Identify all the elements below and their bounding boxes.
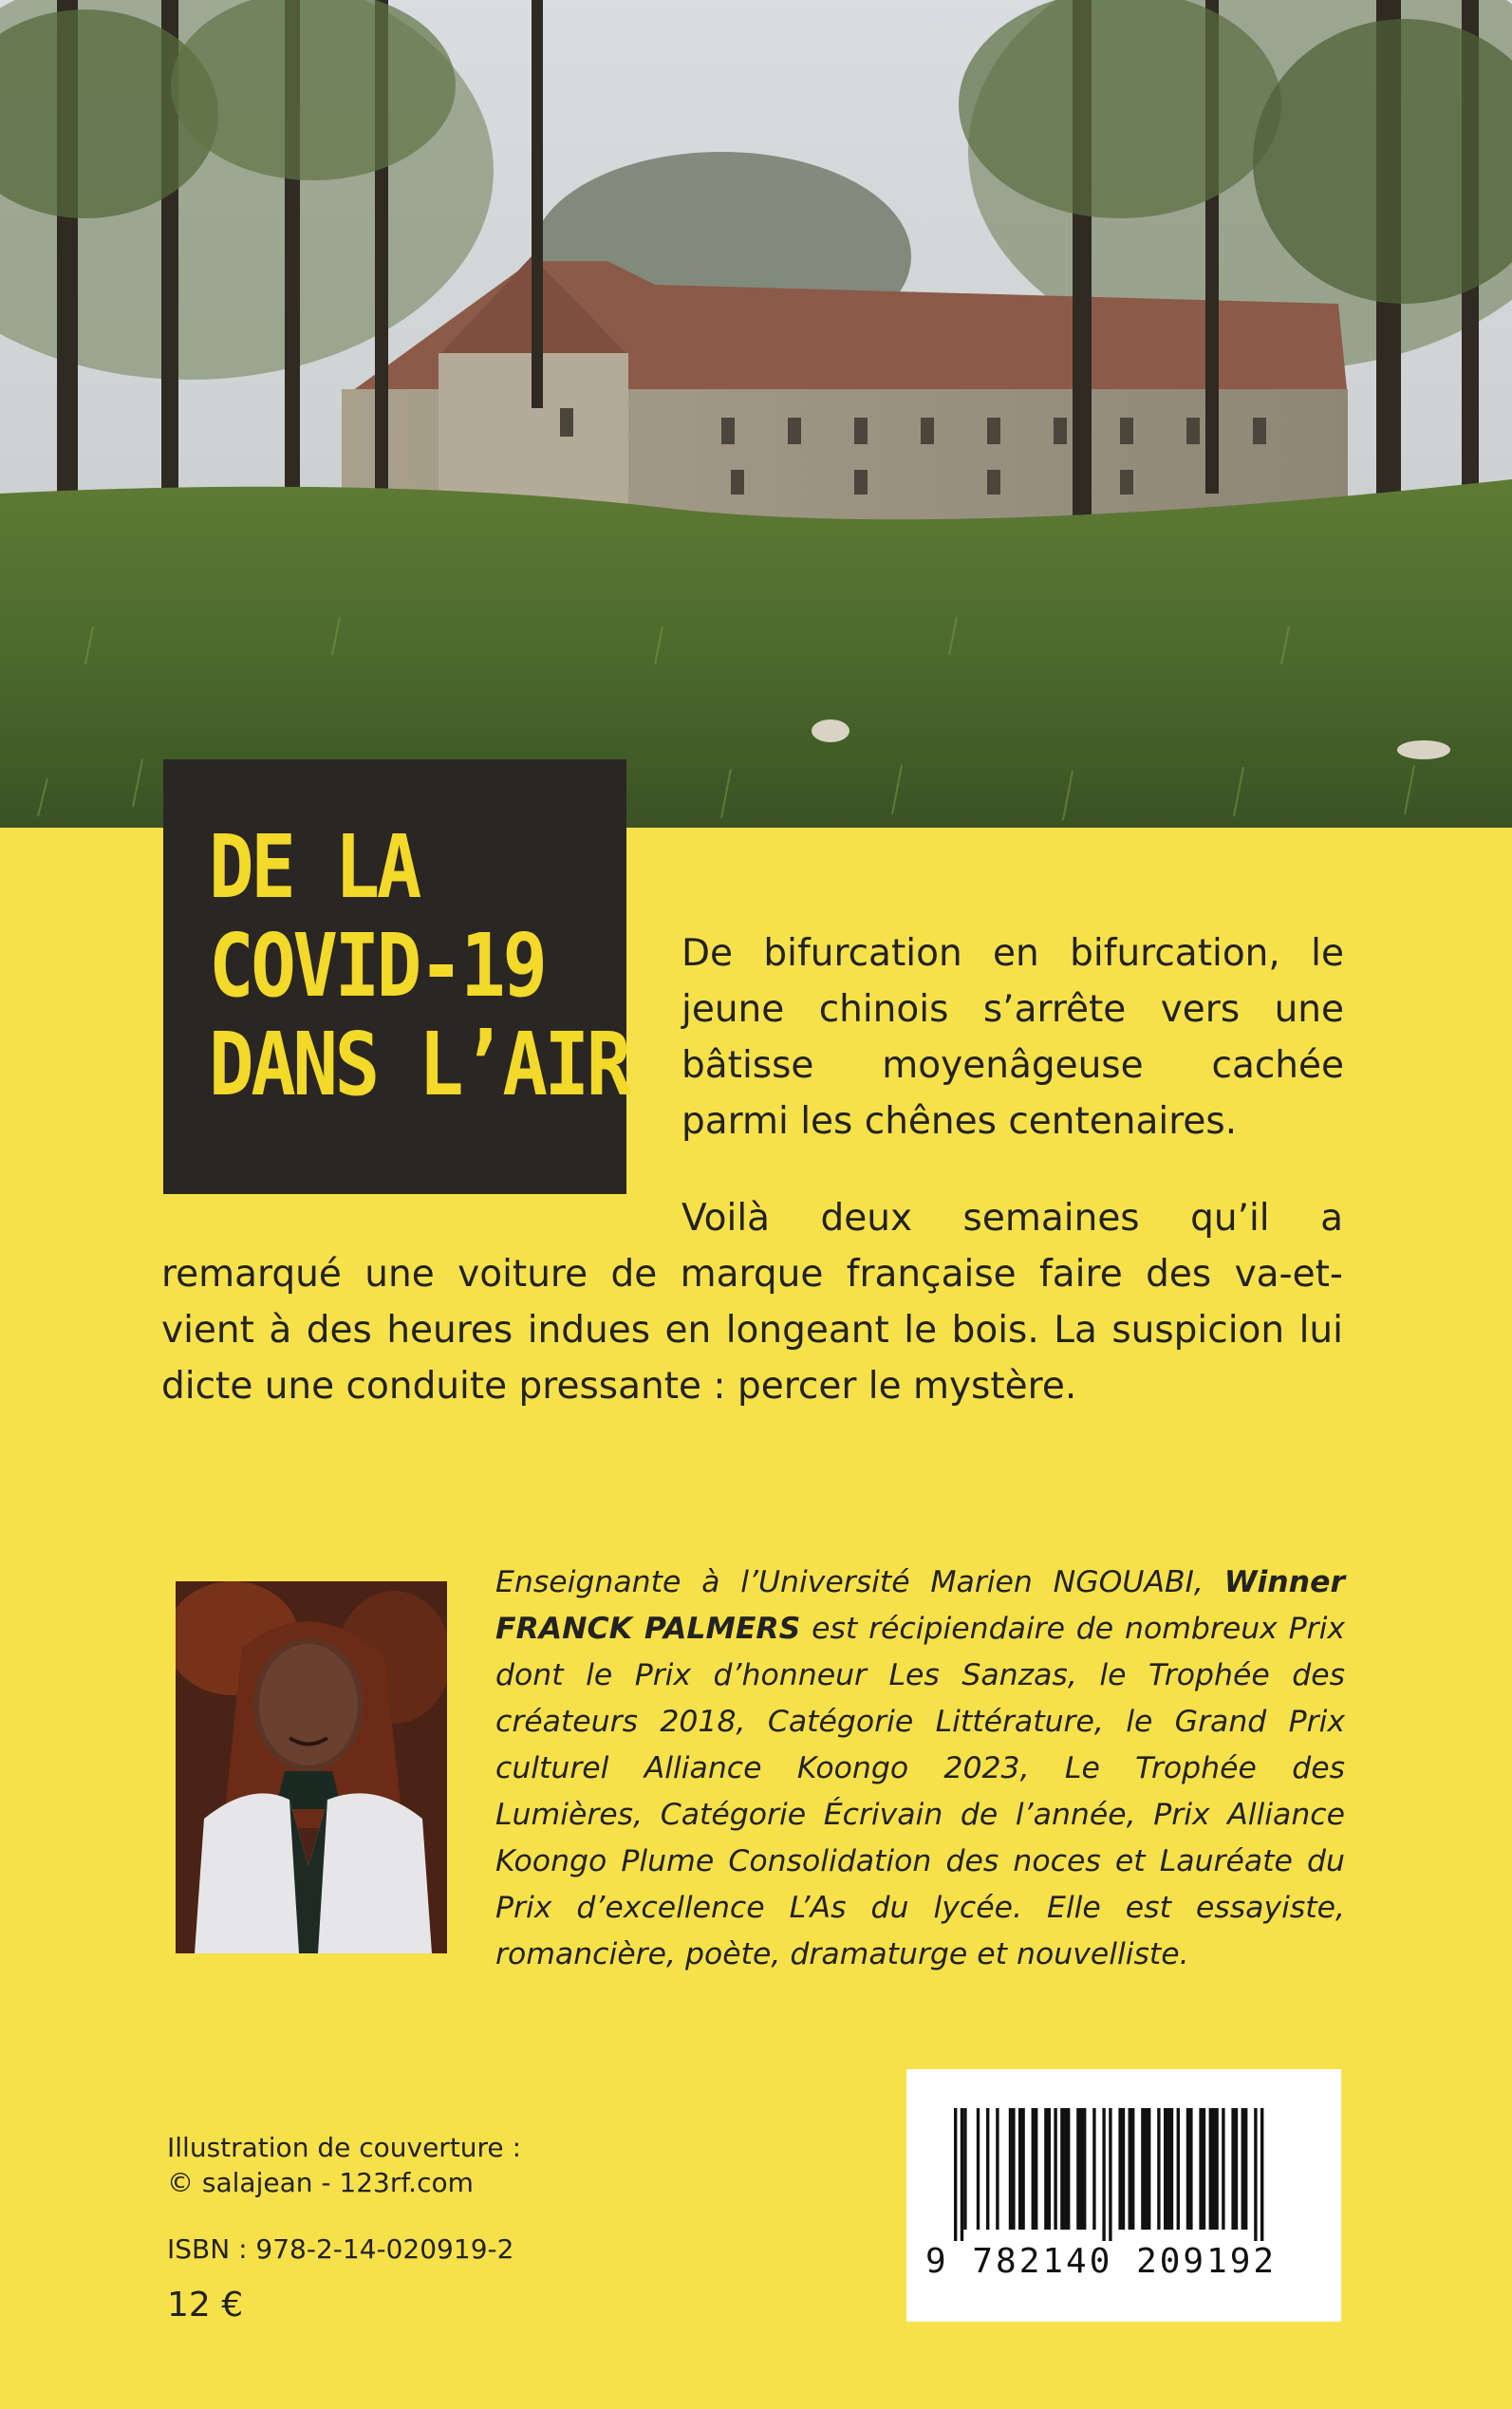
bio-intro: Enseignante à l’Université Marien NGOUABI, (495, 1565, 1204, 1599)
author-bio (495, 1559, 1345, 1978)
blurb-paragraph-2: Voilà deux semaines qu’il a remarqué une voiture de marque française faire des va-et-vient à des heures indues en longeant le bois. La suspicion lui dicte une conduite pressante : percer le mystère. (161, 1197, 1343, 1408)
title-line-3: DANS L’AIR (209, 1014, 628, 1115)
author-photo (176, 1581, 447, 1953)
illustration-credit (167, 2130, 521, 2200)
cover-photo (0, 0, 1512, 828)
price: 12 € (167, 2286, 244, 2325)
author-name: Winner FRANCK PALMERS (495, 1565, 1345, 1646)
title-line-1: DE LA (209, 816, 419, 918)
bio-details: est récipiendaire de nombreux Prix dont le Prix d’honneur Les Sanzas, le Trophée des créateurs 2018, Catégorie Littérature, le Grand Prix culturel Alliance Koongo 2023, Le Trophée des Lumières, Catégorie Écrivain de l’année, Prix Alliance Koongo Plume Consolidation des noces et Lauréate du Prix d’excellence L’As du lycée. Elle est essayiste, romancière, poète, dramaturge et nouvelliste. (495, 1612, 1345, 1971)
barcode-bars (954, 2108, 1294, 2241)
title-box (163, 759, 626, 1194)
title-line-2: COVID-19 (209, 915, 545, 1017)
barcode (906, 2069, 1341, 2322)
isbn: ISBN : 978-2-14-020919-2 (167, 2233, 514, 2265)
credit-line-2: © salajean - 123rf.com (167, 2167, 474, 2198)
credit-line-1: Illustration de couverture : (167, 2132, 521, 2163)
barcode-digits: 9 782140 209192 (925, 2242, 1278, 2281)
blurb-paragraph-1: De bifurcation en bifurcation, le jeune chinois s’arrête vers une bâtisse moyenâgeuse cachée parmi les chênes centenaires. (681, 932, 1344, 1143)
